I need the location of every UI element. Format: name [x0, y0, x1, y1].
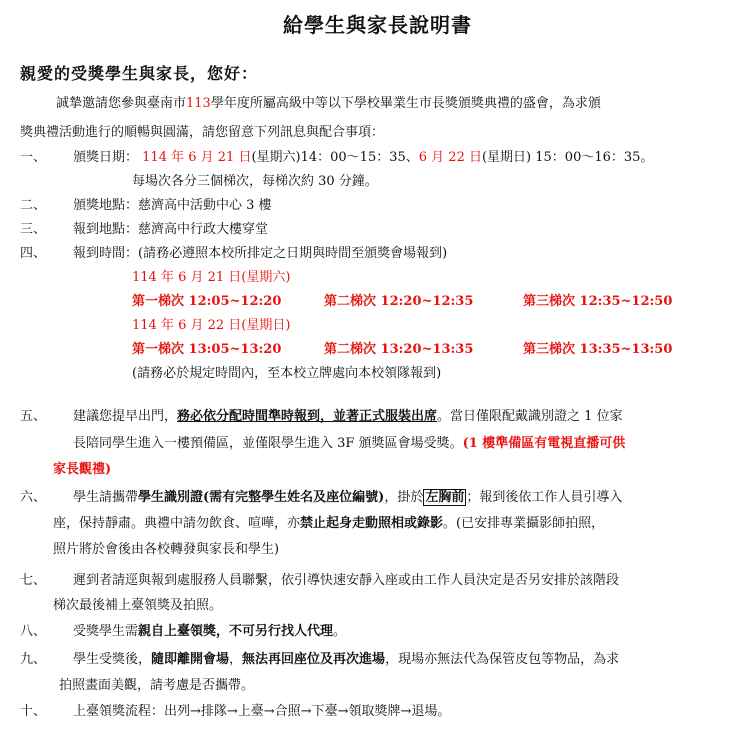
receive-in-person-notice: 親自上臺領獎，不可另行找人代理: [138, 624, 334, 639]
award-date-1: 114 年 6 月 21 日: [142, 150, 252, 165]
document-title: 給學生與家長說明書: [283, 13, 472, 37]
left-chest-box: 左胸前: [425, 490, 465, 505]
item-6-line-2: 座，保持靜肅。典禮中請勿飲食、喧嘩，亦禁止起身走動照相或錄影。(已安排專業攝影師拍照，: [53, 516, 605, 531]
item-5-line-3: 家長觀禮): [53, 462, 112, 477]
item-6-line-1: 六、 學生請攜帶學生識別證(需有完整學生姓名及座位編號)，掛於 左胸前 ；報到後依工作人員引導入: [20, 490, 623, 505]
item-9-line-1: 九、 學生受獎後，隨即離開會場，無法再回座位及再次進場，現場亦無法代為保管皮包等物品，為求: [20, 652, 620, 667]
item-4-checkin-time: 四、 報到時間：(請務必遵照本校所排定之日期與時間至頒獎會場報到): [20, 246, 448, 261]
award-date-2: 6 月 22 日: [418, 150, 482, 165]
item-4-note: (請務必於規定時間內，至本校立牌處向本校領隊報到): [132, 366, 442, 381]
item-6-line-3: 照片將於會後由各校轉發與家長和學生): [53, 542, 280, 557]
item-7-line-2: 梯次最後補上臺領獎及拍照。: [53, 598, 223, 613]
leave-venue-notice: 隨即離開會場: [151, 652, 230, 667]
schedule-day1-session-1: 第一梯次 12:05~12:20: [132, 294, 282, 309]
item-9-line-2: 拍照畫面美觀，請考慮是否攜帶。: [59, 678, 255, 693]
item-8: 八、 受獎學生需親自上臺領獎，不可另行找人代理。: [20, 624, 347, 639]
schedule-day-2: 114 年 6 月 22 日(星期日): [132, 318, 291, 333]
schedule-day2-session-3: 第三梯次 13:35~13:50: [523, 342, 673, 357]
student-id-notice: 學生識別證(需有完整學生姓名及座位編號): [138, 490, 385, 505]
item-5-line-2: 長陪同學生進入一樓預備區，並僅限學生進入 3F 頒獎區會場受獎。(1 樓準備區有電視直播可供: [73, 436, 626, 451]
item-5-line-1: 五、 建議您提早出門，務必依分配時間準時報到，並著正式服裝出席。當日僅限配戴識別證之 1 位家: [20, 409, 623, 424]
schedule-day1-session-3: 第三梯次 12:35~12:50: [523, 294, 673, 309]
item-10-award-flow: 十、 上臺領獎流程：出列→排隊→上臺→合照→下臺→領取獎牌→退場。: [20, 704, 451, 719]
item-1-note: 每場次各分三個梯次，每梯次約 30 分鐘。: [132, 174, 378, 189]
greeting: 親愛的受獎學生與家長，您好：: [20, 64, 259, 83]
schedule-day2-session-2: 第二梯次 13:20~13:35: [324, 342, 474, 357]
item-3-checkin-location: 三、 報到地點：慈濟高中行政大樓穿堂: [20, 222, 269, 237]
livestream-notice: (1 樓準備區有電視直播可供: [462, 436, 626, 451]
no-reentry-notice: 無法再回座位及再次進場: [242, 652, 386, 667]
no-photo-notice: 禁止起身走動照相或錄影: [300, 516, 444, 531]
punctual-dress-notice: 務必依分配時間準時報到，並著正式服裝出席: [177, 409, 438, 424]
intro-year: 113: [186, 96, 211, 111]
schedule-day1-session-2: 第二梯次 12:20~12:35: [324, 294, 474, 309]
intro-line-2: 獎典禮活動進行的順暢與圓滿，請您留意下列訊息與配合事項：: [20, 125, 385, 140]
intro-line-1: 誠摯邀請您參與臺南市113學年度所屬高級中等以下學校畢業生市長獎頒獎典禮的盛會，為求頒: [56, 96, 601, 111]
schedule-day-1: 114 年 6 月 21 日(星期六): [132, 270, 291, 285]
item-1-award-date: 一、 頒獎日期： 114 年 6 月 21 日(星期六)14：00～15：35、6 月 22 日(星期日) 15：00～16：35。: [20, 150, 654, 165]
schedule-day2-session-1: 第一梯次 13:05~13:20: [132, 342, 282, 357]
item-7-line-1: 七、 遲到者請逕與報到處服務人員聯繫，依引導快速安靜入座或由工作人員決定是否另安排於該階段: [20, 573, 620, 588]
item-2-award-location: 二、 頒獎地點：慈濟高中活動中心 3 樓: [20, 198, 272, 213]
